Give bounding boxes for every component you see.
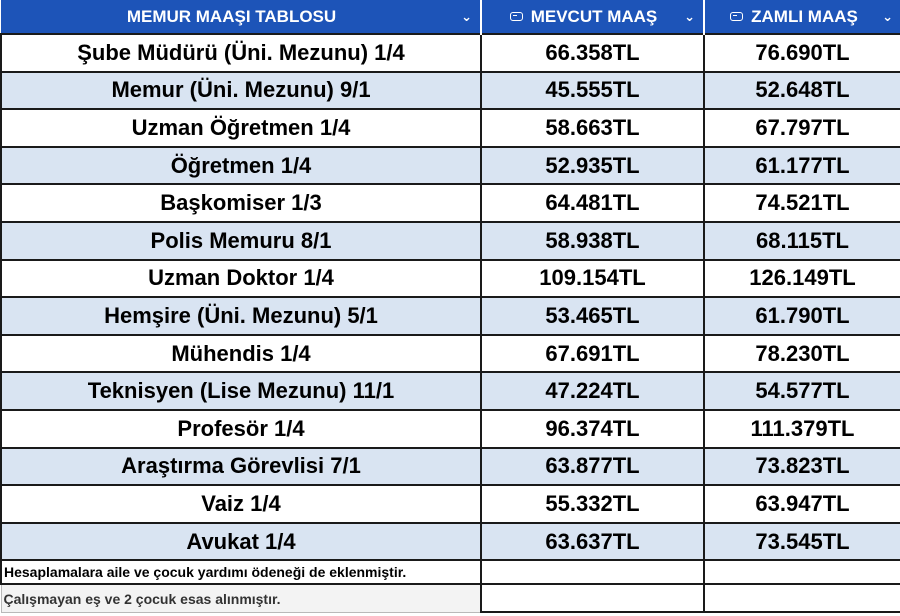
cell-current[interactable]: 66.358TL	[481, 34, 704, 72]
note-cell-1[interactable]: Hesaplamalara aile ve çocuk yardımı ödeneği de eklenmiştir.	[1, 560, 481, 584]
table-row	[1, 372, 900, 410]
table-row	[1, 260, 900, 298]
cell-current[interactable]: 45.555TL	[481, 72, 704, 110]
cell-title[interactable]: Polis Memuru 8/1	[1, 222, 481, 260]
cell-current[interactable]: 58.663TL	[481, 109, 704, 147]
chevron-down-icon[interactable]: ⌄	[882, 8, 893, 24]
cell-raised[interactable]: 74.521TL	[704, 184, 900, 222]
cell-raised[interactable]: 54.577TL	[704, 372, 900, 410]
cell-title[interactable]: Şube Müdürü (Üni. Mezunu) 1/4	[1, 34, 481, 72]
cell-raised[interactable]: 68.115TL	[704, 222, 900, 260]
note-cell-2[interactable]: Çalışmayan eş ve 2 çocuk esas alınmıştır.	[1, 584, 481, 612]
cell-current[interactable]: 64.481TL	[481, 184, 704, 222]
cell-title[interactable]: Mühendis 1/4	[1, 335, 481, 373]
cell-current[interactable]: 96.374TL	[481, 410, 704, 448]
cell-title[interactable]: Uzman Öğretmen 1/4	[1, 109, 481, 147]
table-row	[1, 184, 900, 222]
chevron-down-icon[interactable]: ⌄	[684, 8, 695, 24]
note-row	[1, 584, 900, 612]
table-row	[1, 34, 900, 72]
cell-title[interactable]: Hemşire (Üni. Mezunu) 5/1	[1, 297, 481, 335]
cell-raised[interactable]: 67.797TL	[704, 109, 900, 147]
table-row	[1, 523, 900, 561]
cell-raised[interactable]: 61.177TL	[704, 147, 900, 185]
cell-current[interactable]: 109.154TL	[481, 260, 704, 298]
empty-cell[interactable]	[481, 560, 704, 584]
cell-current[interactable]: 47.224TL	[481, 372, 704, 410]
cell-current[interactable]: 63.877TL	[481, 448, 704, 486]
column-header-raised[interactable]	[704, 0, 900, 34]
cell-title[interactable]: Vaiz 1/4	[1, 485, 481, 523]
column-header-current[interactable]	[481, 0, 704, 34]
cell-title[interactable]: Memur (Üni. Mezunu) 9/1	[1, 72, 481, 110]
column-header-current-label: MEVCUT MAAŞ	[530, 6, 658, 26]
column-header-raised-label: ZAMLI MAAŞ	[751, 6, 858, 26]
table-row	[1, 410, 900, 448]
cell-raised[interactable]: 126.149TL	[704, 260, 900, 298]
cell-raised[interactable]: 73.823TL	[704, 448, 900, 486]
cell-title[interactable]: Profesör 1/4	[1, 410, 481, 448]
table-row	[1, 485, 900, 523]
cell-title[interactable]: Öğretmen 1/4	[1, 147, 481, 185]
table-row	[1, 109, 900, 147]
cell-current[interactable]: 55.332TL	[481, 485, 704, 523]
table-row	[1, 147, 900, 185]
cell-title[interactable]: Uzman Doktor 1/4	[1, 260, 481, 298]
cell-current[interactable]: 53.465TL	[481, 297, 704, 335]
cell-title[interactable]: Teknisyen (Lise Mezunu) 11/1	[1, 372, 481, 410]
header-row	[1, 0, 900, 34]
cell-title[interactable]: Avukat 1/4	[1, 523, 481, 561]
cell-raised[interactable]: 63.947TL	[704, 485, 900, 523]
cell-title[interactable]: Araştırma Görevlisi 7/1	[1, 448, 481, 486]
cell-raised[interactable]: 52.648TL	[704, 72, 900, 110]
cell-current[interactable]: 52.935TL	[481, 147, 704, 185]
cell-current[interactable]: 63.637TL	[481, 523, 704, 561]
table-row	[1, 335, 900, 373]
empty-cell[interactable]	[481, 584, 704, 612]
cell-raised[interactable]: 61.790TL	[704, 297, 900, 335]
cell-raised[interactable]: 111.379TL	[704, 410, 900, 448]
column-header-title[interactable]	[1, 0, 481, 34]
table-row	[1, 222, 900, 260]
cell-raised[interactable]: 76.690TL	[704, 34, 900, 72]
cell-current[interactable]: 67.691TL	[481, 335, 704, 373]
table-row	[1, 448, 900, 486]
cell-title[interactable]: Başkomiser 1/3	[1, 184, 481, 222]
table-row	[1, 297, 900, 335]
empty-cell[interactable]	[704, 560, 900, 584]
note-row	[1, 560, 900, 584]
column-header-title-label: MEMUR MAAŞI TABLOSU	[126, 6, 337, 26]
table-row	[1, 72, 900, 110]
cell-raised[interactable]: 73.545TL	[704, 523, 900, 561]
text-type-icon	[510, 12, 523, 21]
cell-current[interactable]: 58.938TL	[481, 222, 704, 260]
empty-cell[interactable]	[704, 584, 900, 612]
cell-raised[interactable]: 78.230TL	[704, 335, 900, 373]
chevron-down-icon[interactable]: ⌄	[461, 8, 472, 24]
text-type-icon	[730, 12, 743, 21]
